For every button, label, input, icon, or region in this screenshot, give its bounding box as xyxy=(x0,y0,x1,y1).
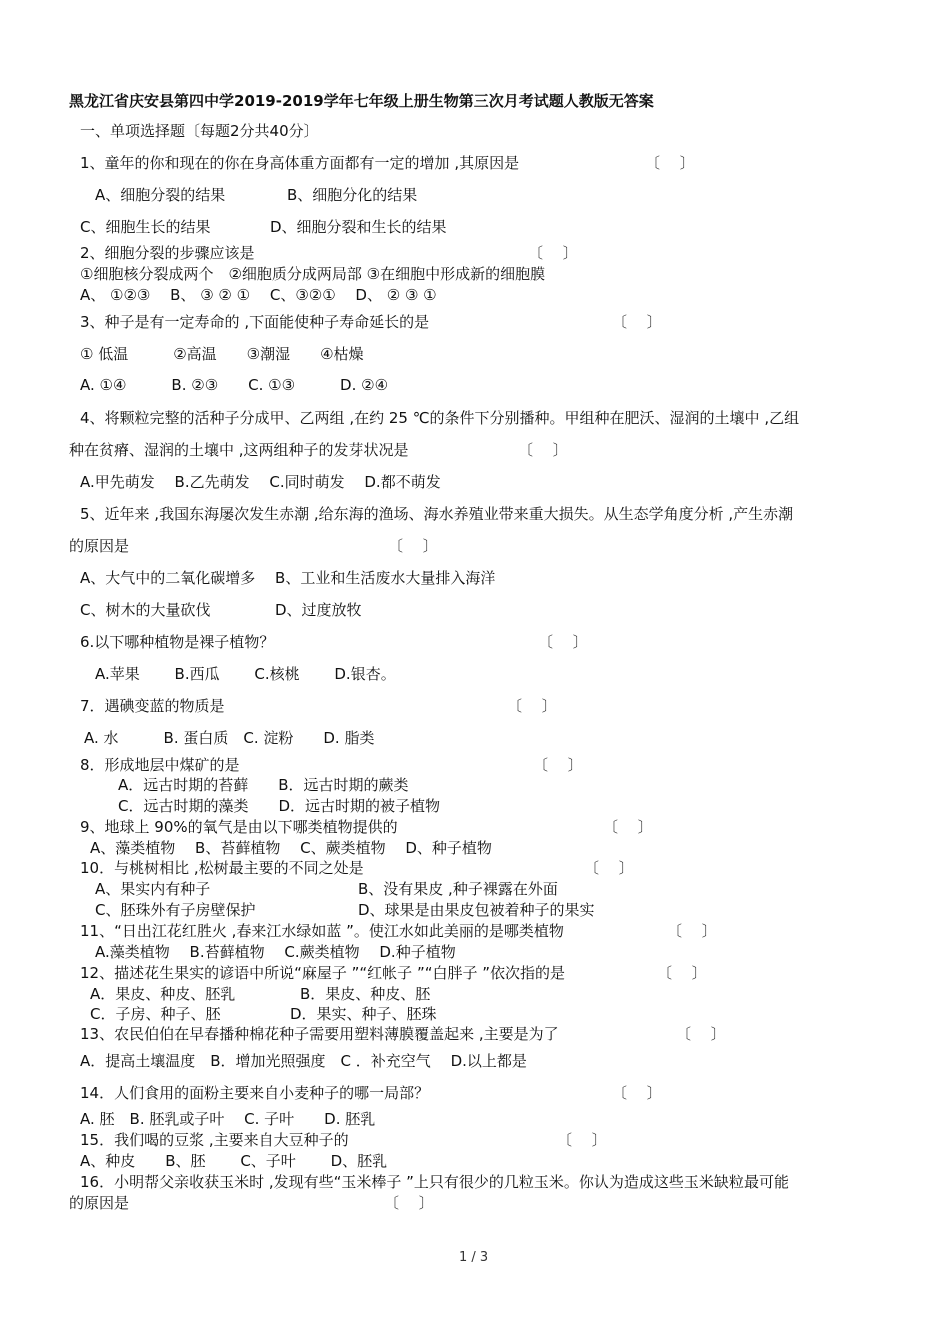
question-stem: ① 低温 ②高温 ③潮湿 ④枯燥 xyxy=(80,345,364,363)
question-stem: 的原因是 xyxy=(69,537,130,555)
options-row: A. 水 B. 蛋白质 C. 淀粉 D. 脂类 xyxy=(84,729,375,747)
answer-blank: 〔 〕 xyxy=(533,756,583,774)
answer-blank: 〔 〕 xyxy=(645,154,695,172)
answer-blank: 〔 〕 xyxy=(603,818,653,836)
option: A、果实内有种子 xyxy=(95,880,211,898)
question-15: 15．我们喝的豆浆 ,主要来自大豆种子的 xyxy=(80,1131,349,1149)
question-11: 11、“日出江花红胜火 ,春来江水绿如蓝 ”。使江水如此美丽的是哪类植物 xyxy=(80,922,564,940)
option: B、没有果皮 ,种子裸露在外面 xyxy=(358,880,558,898)
options-row: A. 胚 B. 胚乳或子叶 C. 子叶 D. 胚乳 xyxy=(80,1110,376,1128)
question-2: 2、细胞分裂的步骤应该是 xyxy=(80,244,255,262)
answer-blank: 〔 〕 xyxy=(557,1131,607,1149)
answer-blank: 〔 〕 xyxy=(528,244,578,262)
answer-blank: 〔 〕 xyxy=(657,964,707,982)
option: A、大气中的二氧化碳增多 B、工业和生活废水大量排入海洋 xyxy=(80,569,496,587)
options-row: A.藻类植物 B.苔藓植物 C.蕨类植物 D.种子植物 xyxy=(95,943,456,961)
option: A．果皮、种皮、胚乳 xyxy=(90,985,236,1003)
answer-blank: 〔 〕 xyxy=(384,1194,434,1212)
options-row: A．提高土壤温度 B．增加光照强度 C ．补充空气 D.以上都是 xyxy=(80,1052,527,1070)
option: C、细胞生长的结果 xyxy=(80,218,211,236)
answer-blank: 〔 〕 xyxy=(612,1084,662,1102)
question-3: 3、种子是有一定寿命的 ,下面能使种子寿命延长的是 xyxy=(80,313,430,331)
option: D、过度放牧 xyxy=(275,601,362,619)
question-1: 1、童年的你和现在的你在身高体重方面都有一定的增加 ,其原因是 xyxy=(80,154,520,172)
question-7: 7．遇碘变蓝的物质是 xyxy=(80,697,225,715)
options-row: A.苹果 B.西瓜 C.核桃 D.银杏。 xyxy=(95,665,396,683)
option: C．子房、种子、胚 xyxy=(90,1005,221,1023)
page-title: 黑龙江省庆安县第四中学2019-2019学年七年级上册生物第三次月考试题人教版无答案 xyxy=(69,92,654,110)
option: B、细胞分化的结果 xyxy=(287,186,418,204)
question-6: 6.以下哪种植物是裸子植物？ xyxy=(80,633,275,651)
page-number: 1 / 3 xyxy=(459,1250,489,1265)
options-row: C．远古时期的藻类 D．远古时期的被子植物 xyxy=(118,797,441,815)
option: D、细胞分裂和生长的结果 xyxy=(270,218,447,236)
options-row: A．远古时期的苔藓 B．远古时期的蕨类 xyxy=(118,776,409,794)
question-4: 4、将颗粒完整的活种子分成甲、乙两组 ,在约 25 ℃的条件下分别播种。甲组种在肥沃、湿润的土壤中 ,乙组 xyxy=(80,409,800,427)
option: D．果实、种子、胚珠 xyxy=(290,1005,437,1023)
answer-blank: 〔 〕 xyxy=(507,697,557,715)
option: C、树木的大量砍伐 xyxy=(80,601,211,619)
question-8: 8．形成地层中煤矿的是 xyxy=(80,756,240,774)
question-13: 13、农民伯伯在早春播种棉花种子需要用塑料薄膜覆盖起来 ,主要是为了 xyxy=(80,1025,559,1043)
question-14: 14．人们食用的面粉主要来自小麦种子的哪一局部？ xyxy=(80,1084,430,1102)
options-row: A. ①④ B. ②③ C. ①③ D. ②④ xyxy=(80,376,389,394)
question-16: 16．小明帮父亲收获玉米时 ,发现有些“玉米棒子 ”上只有很少的几粒玉米。你认为造成这些玉米缺粒最可能 xyxy=(80,1173,789,1191)
options-row: A、藻类植物 B、苔藓植物 C、蕨类植物 D、种子植物 xyxy=(90,839,492,857)
answer-blank: 〔 〕 xyxy=(518,441,568,459)
options-row: A、 ①②③ B、 ③ ② ① C、③②① D、 ② ③ ① xyxy=(80,286,437,304)
options-row: A、种皮 B、胚 C、子叶 D、胚乳 xyxy=(80,1152,388,1170)
question-stem: ①细胞核分裂成两个 ②细胞质分成两局部 ③在细胞中形成新的细胞膜 xyxy=(80,265,546,283)
question-12: 12、描述花生果实的谚语中所说“麻屋子 ”“红帐子 ”“白胖子 ”依次指的是 xyxy=(80,964,566,982)
question-stem: 的原因是 xyxy=(69,1194,130,1212)
question-9: 9、地球上 90%的氧气是由以下哪类植物提供的 xyxy=(80,818,398,836)
answer-blank: 〔 〕 xyxy=(538,633,588,651)
answer-blank: 〔 〕 xyxy=(612,313,662,331)
answer-blank: 〔 〕 xyxy=(388,537,438,555)
option: D、球果是由果皮包被着种子的果实 xyxy=(358,901,595,919)
option: A、细胞分裂的结果 xyxy=(95,186,226,204)
section-heading: 一、单项选择题〔每题2分共40分〕 xyxy=(80,122,319,140)
question-5: 5、近年来 ,我国东海屡次发生赤潮 ,给东海的渔场、海水养殖业带来重大损失。从生态学角度分析 ,产生赤潮 xyxy=(80,505,794,523)
answer-blank: 〔 〕 xyxy=(584,859,634,877)
question-10: 10．与桃树相比 ,松树最主要的不同之处是 xyxy=(80,859,364,877)
answer-blank: 〔 〕 xyxy=(667,922,717,940)
option: B．果皮、种皮、胚 xyxy=(300,985,431,1003)
answer-blank: 〔 〕 xyxy=(676,1025,726,1043)
options-row: A.甲先萌发 B.乙先萌发 C.同时萌发 D.都不萌发 xyxy=(80,473,441,491)
question-stem: 种在贫瘠、湿润的土壤中 ,这两组种子的发芽状况是 xyxy=(69,441,409,459)
option: C、胚珠外有子房壁保护 xyxy=(95,901,256,919)
